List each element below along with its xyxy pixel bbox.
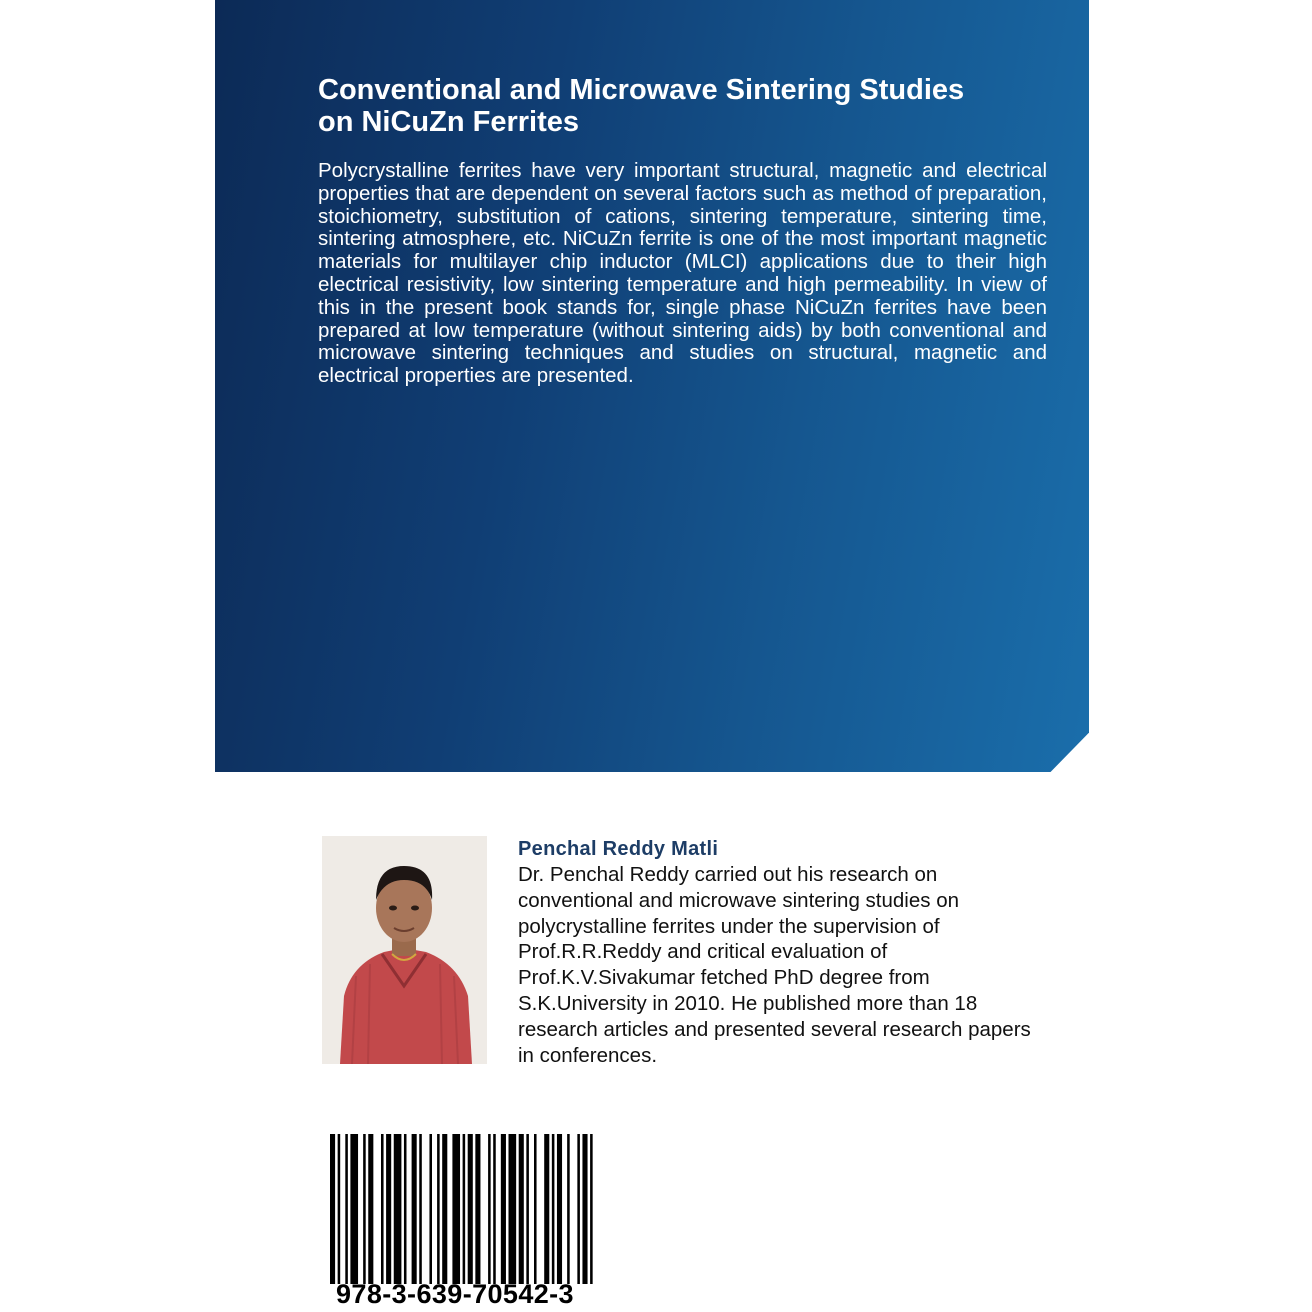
isbn-number: 978-3-639-70542-3 <box>336 1279 574 1309</box>
barcode-bar <box>534 1134 537 1284</box>
book-title-line-1: Conventional and Microwave Sintering Studies <box>318 74 965 106</box>
barcode-bar <box>567 1134 570 1284</box>
author-bio: Dr. Penchal Reddy carried out his research on conventional and microwave sintering studies on polycrystalline ferrites under the supervision of Prof.R.R.Reddy and critical evaluation of Prof.K.V.Sivakumar fetched PhD degree from S.K.University in 2010. He published more than 18 research articles and presented several research papers in conferences. <box>518 863 1031 1067</box>
barcode-bar <box>338 1134 341 1284</box>
barcode-bar <box>468 1134 473 1284</box>
barcode-bar <box>501 1134 506 1284</box>
barcode-bar <box>582 1134 587 1284</box>
barcode-bar <box>590 1134 593 1284</box>
barcode-bar <box>381 1134 384 1284</box>
barcode-bar <box>368 1134 373 1284</box>
barcode-bar <box>442 1134 447 1284</box>
barcode-bar <box>404 1134 407 1284</box>
author-photo <box>322 836 487 1064</box>
barcode-bar <box>330 1134 335 1284</box>
barcode-bar <box>386 1134 391 1284</box>
barcode-bar <box>437 1134 440 1284</box>
author-portrait-illustration <box>322 836 487 1064</box>
author-name: Penchal Reddy Matli <box>518 838 719 860</box>
barcode-bar <box>488 1134 491 1284</box>
barcode-bar <box>463 1134 466 1284</box>
barcode-bar <box>552 1134 555 1284</box>
barcode-bar <box>394 1134 402 1284</box>
barcode-bar <box>519 1134 524 1284</box>
book-title <box>318 74 1058 138</box>
barcode-bar <box>557 1134 562 1284</box>
barcode-bar <box>350 1134 358 1284</box>
barcode-bar <box>419 1134 422 1284</box>
barcode-bar <box>452 1134 460 1284</box>
barcode-bar <box>345 1134 348 1284</box>
barcode-bar <box>363 1134 366 1284</box>
book-blurb: Polycrystalline ferrites have very important structural, magnetic and electrical properties that are dependent on several factors such as method of preparation, stoichiometry, substitution of cations, sintering temperature, sintering time, sintering atmosphere, etc. NiCuZn ferrite is one of the most important magnetic materials for multilayer chip inductor (MLCI) applications due to their high electrical resistivity, low sintering temperature and high permeability. In view of this in the present book stands for, single phase NiCuZn ferrites have been prepared at low temperature (without sintering aids) by both conventional and microwave sintering techniques and studies on structural, magnetic and electrical properties are presented. <box>318 159 1047 388</box>
barcode-bar <box>493 1134 496 1284</box>
barcode-bar <box>544 1134 549 1284</box>
barcode-bar <box>577 1134 580 1284</box>
isbn-barcode <box>326 1134 598 1284</box>
barcode-bar <box>509 1134 517 1284</box>
barcode-bar <box>526 1134 529 1284</box>
barcode-bar <box>475 1134 480 1284</box>
book-title-line-2: on NiCuZn Ferrites <box>318 106 580 138</box>
barcode-bar <box>429 1134 432 1284</box>
barcode-bar <box>412 1134 417 1284</box>
